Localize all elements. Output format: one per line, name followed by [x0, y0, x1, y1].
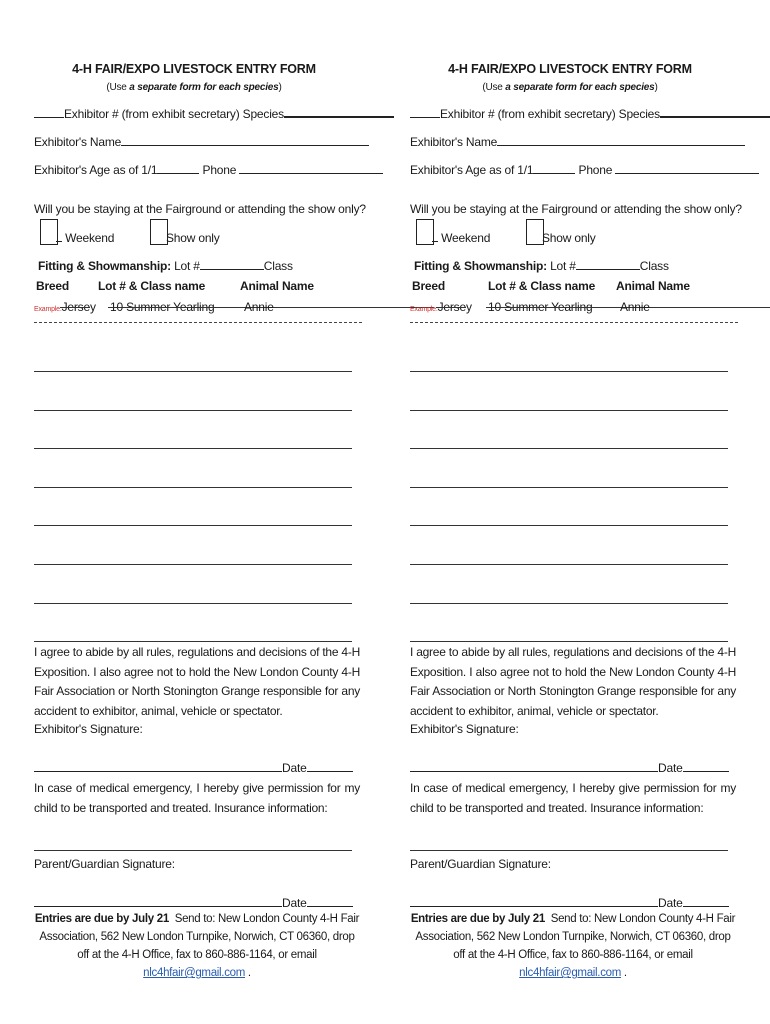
entry-form-left [34, 0, 364, 1024]
species-field[interactable] [284, 106, 394, 118]
exhibitor-signature-field[interactable] [410, 761, 658, 772]
show-only-label: Show only [166, 231, 220, 245]
example-tag: Example: [34, 306, 62, 313]
column-animal-name: Animal Name [240, 279, 314, 293]
phone-field[interactable] [615, 163, 759, 174]
show-only-label: Show only [542, 231, 596, 245]
parent-signature-date-row: Date [410, 896, 729, 910]
example-row [34, 300, 96, 314]
species-field[interactable] [660, 106, 770, 118]
entry-line[interactable] [34, 410, 352, 411]
entry-line[interactable] [34, 641, 352, 642]
exhibitor-number-field[interactable] [410, 107, 440, 118]
insurance-line[interactable] [34, 850, 352, 851]
exhibitor-name-field[interactable] [497, 135, 745, 146]
parent-signature-label: Parent/Guardian Signature: [410, 857, 551, 871]
weekend-label: Weekend [56, 231, 114, 245]
stay-question: Will you be staying at the Fairground or attending the show only? [410, 202, 742, 216]
example-animal: Annie [620, 300, 650, 314]
exhibitor-name-row: Exhibitor's Name [410, 135, 745, 149]
exhibitor-signature-label: Exhibitor's Signature: [410, 722, 519, 736]
parent-signature-field[interactable] [410, 896, 658, 907]
exhibitor-name-row: Exhibitor's Name [34, 135, 369, 149]
exhibitor-signature-date-row: Date [410, 761, 729, 775]
example-breed: Jersey [437, 300, 472, 314]
example-separator [34, 322, 362, 323]
parent-date-field[interactable] [307, 896, 353, 907]
exhibitor-signature-label: Exhibitor's Signature: [34, 722, 143, 736]
form-title: 4-H FAIR/EXPO LIVESTOCK ENTRY FORM [72, 62, 316, 76]
parent-signature-field[interactable] [34, 896, 282, 907]
entry-line[interactable] [410, 564, 728, 565]
exhibitor-name-field[interactable] [121, 135, 369, 146]
exhibitor-age-row: Exhibitor's Age as of 1/1 Phone [410, 163, 759, 177]
agreement-text: I agree to abide by all rules, regulations and decisions of the 4-H Exposition. I also agree not to hold the New London County 4-H Fair Association or North Stonington Grange responsible for any accident to exhibitor, animal, vehicle or spectator. [34, 645, 360, 718]
fitting-showmanship-row: Fitting & Showmanship: Lot # Class [38, 259, 293, 273]
exhibitor-age-row: Exhibitor's Age as of 1/1 Phone [34, 163, 383, 177]
agreement-text: I agree to abide by all rules, regulations and decisions of the 4-H Exposition. I also agree not to hold the New London County 4-H Fair Association or North Stonington Grange responsible for any accident to exhibitor, animal, vehicle or spectator. [410, 645, 736, 718]
column-breed: Breed [412, 279, 446, 293]
example-row [410, 300, 472, 314]
entry-line[interactable] [34, 525, 352, 526]
parent-signature-date-row: Date [34, 896, 353, 910]
parent-date-field[interactable] [683, 896, 729, 907]
entry-line[interactable] [410, 641, 728, 642]
exhibitor-age-field[interactable] [533, 163, 575, 174]
entry-line[interactable] [410, 603, 728, 604]
example-tag: Example: [410, 306, 438, 313]
stay-question: Will you be staying at the Fairground or attending the show only? [34, 202, 366, 216]
entry-line[interactable] [410, 448, 728, 449]
entry-line[interactable] [34, 564, 352, 565]
entry-line[interactable] [34, 487, 352, 488]
entry-form-right [410, 0, 740, 1024]
exhibitor-date-field[interactable] [683, 761, 729, 772]
weekend-label: Weekend [432, 231, 490, 245]
fitting-lot-field[interactable] [576, 259, 640, 270]
entry-line[interactable] [410, 487, 728, 488]
medical-text: In case of medical emergency, I hereby give permission for my child to be transported and treated. Insurance information: [34, 781, 360, 815]
exhibitor-signature-date-row: Date [34, 761, 353, 775]
exhibitor-age-field[interactable] [157, 163, 199, 174]
exhibitor-number-row: Exhibitor # (from exhibit secretary) Species [410, 106, 770, 121]
example-lot-class: 10 Summer Yearling [110, 300, 440, 314]
entry-line[interactable] [410, 525, 728, 526]
exhibitor-number-field[interactable] [34, 107, 64, 118]
entry-line[interactable] [410, 371, 728, 372]
form-title: 4-H FAIR/EXPO LIVESTOCK ENTRY FORM [448, 62, 692, 76]
form-subtitle: (Use a separate form for each species) [482, 82, 658, 93]
column-lot-class: Lot # & Class name [98, 279, 206, 293]
example-separator [410, 322, 738, 323]
submission-instructions: Entries are due by July 21 Send to: New London County 4-H Fair Association, 562 New London Turnpike, Norwich, CT 06360, drop off at the 4-H Office, fax to 860-886-1164, or email nlc4hfair@gmail.com . [34, 913, 360, 979]
exhibitor-number-row: Exhibitor # (from exhibit secretary) Species [34, 106, 394, 121]
example-animal: Annie [244, 300, 274, 314]
exhibitor-date-field[interactable] [307, 761, 353, 772]
exhibitor-signature-field[interactable] [34, 761, 282, 772]
parent-signature-label: Parent/Guardian Signature: [34, 857, 175, 871]
submission-instructions: Entries are due by July 21 Send to: New London County 4-H Fair Association, 562 New London Turnpike, Norwich, CT 06360, drop off at the 4-H Office, fax to 860-886-1164, or email nlc4hfair@gmail.com . [410, 913, 736, 979]
fitting-lot-field[interactable] [200, 259, 264, 270]
entry-line[interactable] [34, 448, 352, 449]
example-lot-class: 10 Summer Yearling [488, 300, 770, 314]
column-animal-name: Animal Name [616, 279, 690, 293]
entry-line[interactable] [410, 410, 728, 411]
entry-line[interactable] [34, 371, 352, 372]
insurance-line[interactable] [410, 850, 728, 851]
phone-field[interactable] [239, 163, 383, 174]
example-breed: Jersey [61, 300, 96, 314]
entry-line[interactable] [34, 603, 352, 604]
medical-text: In case of medical emergency, I hereby give permission for my child to be transported and treated. Insurance information: [410, 781, 736, 815]
fitting-showmanship-row: Fitting & Showmanship: Lot # Class [414, 259, 669, 273]
email-link[interactable]: nlc4hfair@gmail.com [143, 967, 246, 979]
email-link[interactable]: nlc4hfair@gmail.com [519, 967, 622, 979]
column-lot-class: Lot # & Class name [488, 279, 596, 293]
form-subtitle: (Use a separate form for each species) [106, 82, 282, 93]
column-breed: Breed [36, 279, 70, 293]
